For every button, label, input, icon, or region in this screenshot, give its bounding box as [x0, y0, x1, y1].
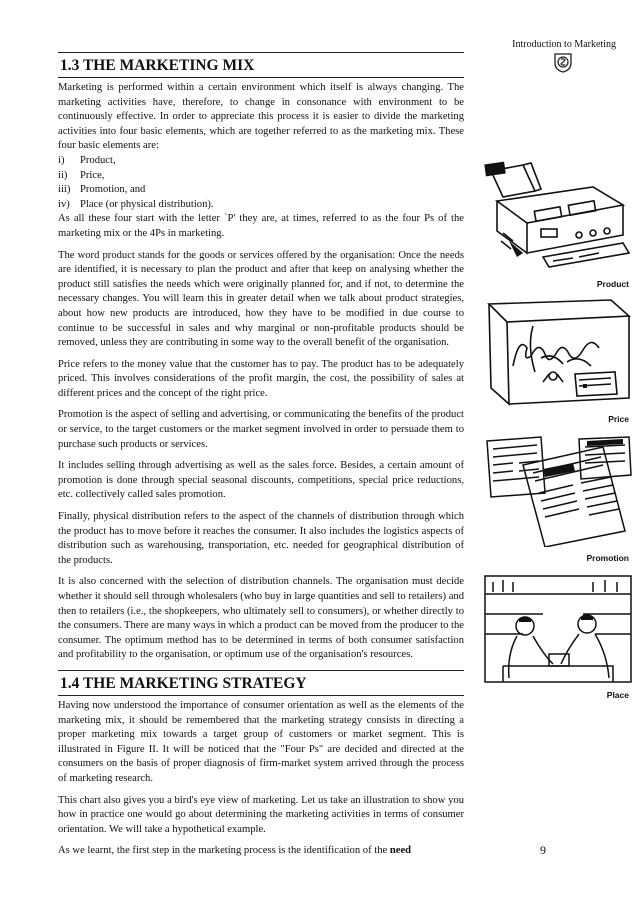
paragraph: It includes selling through advertising as well as the sales force. Besides, a certain amount of promotion is done through special seasonal discounts, competitions, special price reductions, etc. collectively called sales promotion.	[58, 460, 464, 501]
paragraph: The word product stands for the goods or services offered by the organisation: Once the needs are identified, it is necessary to plan the product and after that keep on analysing whether the product still satisfies the needs which were originally planned for, and if not, to determine the necessary changes. You will learn this in greater detail when we talk about product strategies, about how new products are introduced, how they have to be modified in due course to continue to be successful in sales and why marginal or non-profitable products should be removed, unless they are contributing in some way to the overall benefit of the organisation.	[58, 249, 464, 349]
newspapers-sketch-icon	[482, 434, 634, 548]
page-number: 9	[540, 843, 546, 857]
illustration-promotion	[482, 434, 632, 563]
appliances-sketch-icon	[482, 160, 634, 274]
paragraph: This chart also gives you a bird's eye view of marketing. Let us take an illustration to show you how in practice one would go about determining the marketing activities in terms of consumer orientation. We will take a hypothetical example.	[58, 794, 464, 835]
university-emblem-icon	[552, 51, 574, 73]
list-item: iv) Place (or physical distribution).	[58, 198, 214, 210]
illustration-price	[482, 295, 632, 424]
paragraph: It is also concerned with the selection of distribution channels. The organisation must decide whether it should sell through wholesalers (who buy in large quantities and sell to retailers) and then to retailers (i.e., the shopkeepers, who ultimately sell to consumers), or whether directly to the consumers. There are many ways in which a product can be moved from the producer to the consumer. The optimum method has to be determined in terms of both consumer satisfaction and profitability to the organisation, or optimum use of the organisation's resources.	[58, 576, 464, 661]
price-tag-box-sketch-icon	[482, 295, 634, 409]
section-title-marketing-mix: 1.3 THE MARKETING MIX	[58, 52, 464, 78]
four-ps-list	[58, 154, 464, 212]
illustration-place	[482, 573, 632, 700]
paragraph: Marketing is performed within a certain environment which itself is always changing. The marketing activities have, therefore, to change in consonance with environment to be continuously effective. In order to appreciate this process it is easier to divide the marketing activities into four basic elements, which are together referred to as the marketing mix. These four basic elements are:	[58, 82, 464, 152]
shop-counter-sketch-icon	[482, 573, 634, 685]
illustration-caption: Product	[596, 279, 629, 289]
illustration-caption: Promotion	[586, 553, 629, 563]
list-item: ii) Price,	[58, 169, 105, 181]
section-title-marketing-strategy: 1.4 THE MARKETING STRATEGY	[58, 670, 464, 696]
paragraph: Finally, physical distribution refers to the aspect of the channels of distribution through which the product has to move before it reaches the consumer. It also includes the logistics aspects of distribution such as warehousing, transportation, etc. needed for geographical distribution of the products.	[58, 511, 464, 566]
paragraph: As all these four start with the letter `P' they are, at times, referred to as the four Ps of the marketing mix or the 4Ps in marketing.	[58, 213, 464, 239]
list-item: i) Product,	[58, 154, 116, 166]
running-header: Introduction to Marketing	[512, 39, 616, 50]
main-column	[58, 52, 464, 866]
illustration-caption: Place	[606, 690, 629, 700]
paragraph: Promotion is the aspect of selling and advertising, or communicating the benefits of the product or service, to the target customers or the market segment involved in order to persuade them to purchase such products or services.	[58, 409, 464, 450]
list-item: iii) Promotion, and	[58, 184, 146, 196]
paragraph: Having now understood the importance of consumer orientation as well as the elements of the marketing mix, it should be remembered that the marketing strategy consists in directing a proper marketing mix towards a target group of customers or market segment. This is illustrated in Figure II. It will be noticed that the "Four Ps" are decided and directed at the consumers on the basis of proper diagnosis of firm-market system arrived through the process of marketing research.	[58, 699, 464, 784]
paragraph-last-line: As we learnt, the first step in the marketing process is the identification of the need	[58, 845, 412, 857]
paragraph: Price refers to the money value that the customer has to pay. The product has to be adequately priced. This involves considerations of the profit margin, the cost, the possibility of sales at different prices and the concept of the right price.	[58, 358, 464, 399]
illustration-product	[482, 160, 632, 289]
illustration-caption: Price	[608, 414, 629, 424]
